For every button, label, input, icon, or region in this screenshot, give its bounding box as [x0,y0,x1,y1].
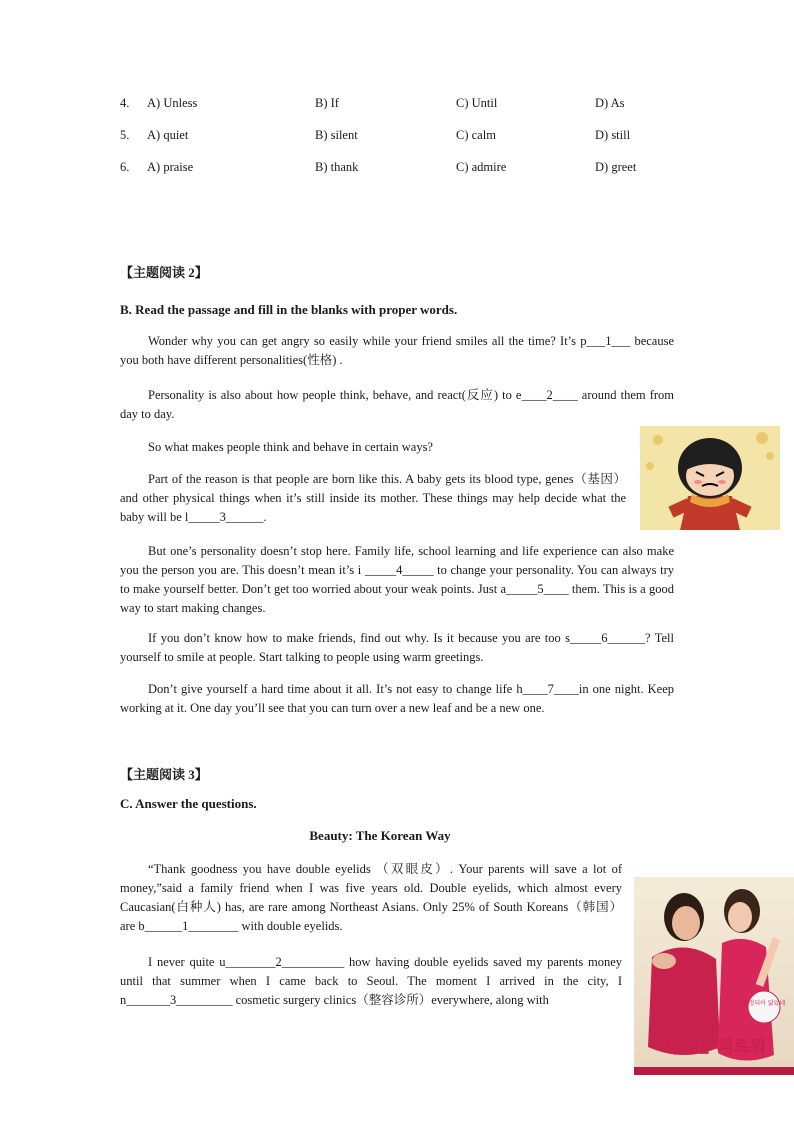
section-2-instruction: B. Read the passage and fill in the blanks with proper words. [120,302,458,317]
question-number: 4. [120,96,130,110]
passage-paragraph [120,332,674,370]
option-d: D) As [595,96,625,110]
poster-title-text: 미녀는 괴로워 [661,1037,767,1057]
option-a: A) praise [147,160,194,174]
passage-paragraph [120,386,674,424]
paragraph-text: But one’s personality doesn’t stop here. Family life, school learning and life experience can also make you the person you are. This doesn’t mean it’s i _____4_____ to change your personality. You can always try to make yourself better. Don’t get too worried about your weak points. Just a_____5____ them. This is a good way to start making changes. [120,544,674,615]
paragraph-text: So what makes people think and behave in certain ways? [148,440,433,454]
section-3-heading: 【主题阅读 3】 [120,767,208,782]
passage-paragraph [120,470,626,527]
option-d: D) still [595,128,631,142]
option-row [120,128,680,146]
paragraph-text: Personality is also about how people think, behave, and react(反应) to e____2____ around them from day to day. [120,388,674,421]
option-c: C) Until [456,96,498,110]
passage-paragraph [120,542,674,618]
option-b: B) silent [315,128,358,142]
option-a: A) Unless [147,96,198,110]
question-number: 5. [120,128,130,142]
paragraph-text: Don’t give yourself a hard time about it all. It’s not easy to change life h____7____in one night. Keep working at it. One day you’ll see that you can turn over a new leaf and be a new one. [120,682,674,715]
option-c: C) calm [456,128,496,142]
option-b: B) If [315,96,339,110]
section-2-heading: 【主题阅读 2】 [120,265,208,280]
cartoon-girl-image [640,426,780,530]
paragraph-text: I never quite u________2__________ how having double eyelids saved my parents money until that summer when I came back to Seoul. The moment I arrived in the city, I n_______3_________ cosmetic surgery clinics（整容诊所）everywhere, along with [120,955,622,1007]
option-c: C) admire [456,160,507,174]
paragraph-text: If you don’t know how to make friends, find out why. Is it because you are too s_____6______? Tell yourself to smile at people. Start talking to people using warm greetings. [120,631,674,664]
option-d: D) greet [595,160,637,174]
option-row [120,160,680,178]
question-number: 6. [120,160,130,174]
paragraph-text: “Thank goodness you have double eyelids （双眼皮）. Your parents will save a lot of money,”said a family friend when I was five years old. Double eyelids, which almost every Caucasian(白种人) has, are rare among Northeast Asians. Only 25% of South Koreans（韩国） are b______1________ with double eyelids. [120,862,622,933]
option-row [120,96,680,114]
option-b: B) thank [315,160,359,174]
passage-paragraph [120,860,622,936]
section-3-instruction: C. Answer the questions. [120,796,257,811]
passage-title: Beauty: The Korean Way [309,828,451,843]
poster-sticker-text: 수정되어 닳았네 [742,1000,786,1007]
passage-paragraph [120,953,622,1010]
option-a: A) quiet [147,128,189,142]
passage-paragraph [120,629,674,667]
paragraph-text: Part of the reason is that people are born like this. A baby gets its blood type, genes（基因）and other physical things when it’s still inside its mother. These things may help decide what the baby will be l_____3______. [120,472,626,524]
passage-paragraph [120,438,620,457]
movie-poster-image [634,877,794,1075]
paragraph-text: Wonder why you can get angry so easily while your friend smiles all the time? It’s p___1___ because you both have different personalities(性格) . [120,334,674,367]
passage-paragraph [120,680,674,718]
